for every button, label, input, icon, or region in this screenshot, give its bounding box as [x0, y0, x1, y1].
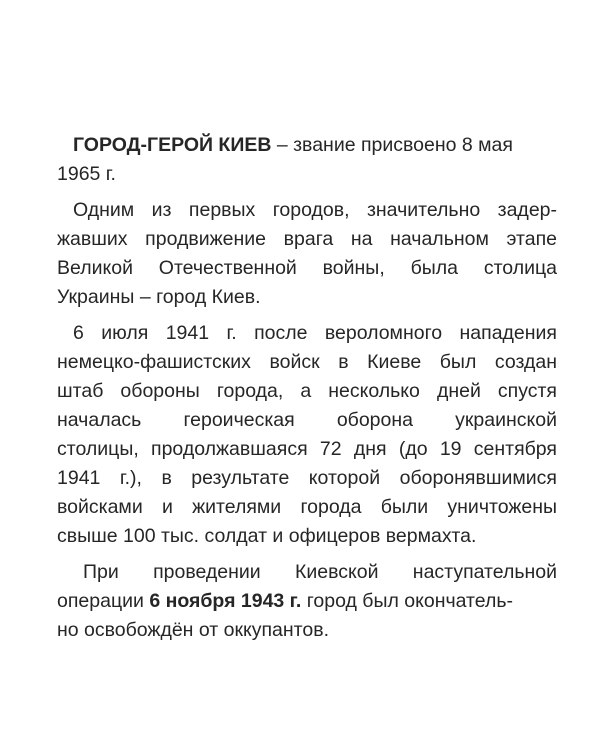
city-title: ГОРОД-ГЕРОЙ КИЕВ	[73, 134, 272, 156]
line-end: город был окончатель-	[301, 590, 513, 612]
liberation-date: 6 ноября 1943 г.	[149, 590, 302, 612]
paragraph-line	[57, 587, 557, 616]
line-start: операции	[57, 590, 150, 612]
paragraph-intro	[57, 196, 557, 312]
paragraph-line: Украины – город Киев.	[57, 286, 261, 308]
paragraph-liberation	[57, 558, 557, 645]
paragraph-line: столицы, продолжавшаяся 72 дня (до 19 сентября	[57, 438, 557, 460]
paragraph-line: жавших продвижение врага на начальном этапе	[57, 228, 557, 250]
paragraph-line: 6 июля 1941 г. после вероломного нападения	[73, 322, 557, 344]
title-rest: – звание присвоено 8 мая	[271, 134, 513, 156]
paragraph-line: Великой Отечественной войны, была столица	[57, 257, 557, 279]
paragraph-line: При проведении Киевской наступательной	[83, 561, 557, 583]
paragraph-line: штаб обороны города, а несколько дней спустя	[57, 380, 557, 402]
article-text	[57, 131, 557, 645]
title-date-line: 1965 г.	[57, 163, 116, 185]
paragraph-title	[57, 131, 557, 189]
paragraph-line: Одним из первых городов, значительно задер-	[73, 199, 557, 221]
paragraph-line: началась героическая оборона украинской	[57, 409, 557, 431]
paragraph-line: 1941 г.), в результате которой оборонявшимися	[57, 467, 557, 489]
paragraph-line: немецко-фашистских войск в Киеве был создан	[57, 351, 557, 373]
paragraph-line: свыше 100 тыс. солдат и офицеров вермахта.	[57, 525, 477, 547]
paragraph-line: войсками и жителями города были уничтожены	[57, 496, 557, 518]
title-line	[57, 131, 557, 160]
paragraph-line: но освобождён от оккупантов.	[57, 619, 330, 641]
paragraph-defense	[57, 319, 557, 551]
